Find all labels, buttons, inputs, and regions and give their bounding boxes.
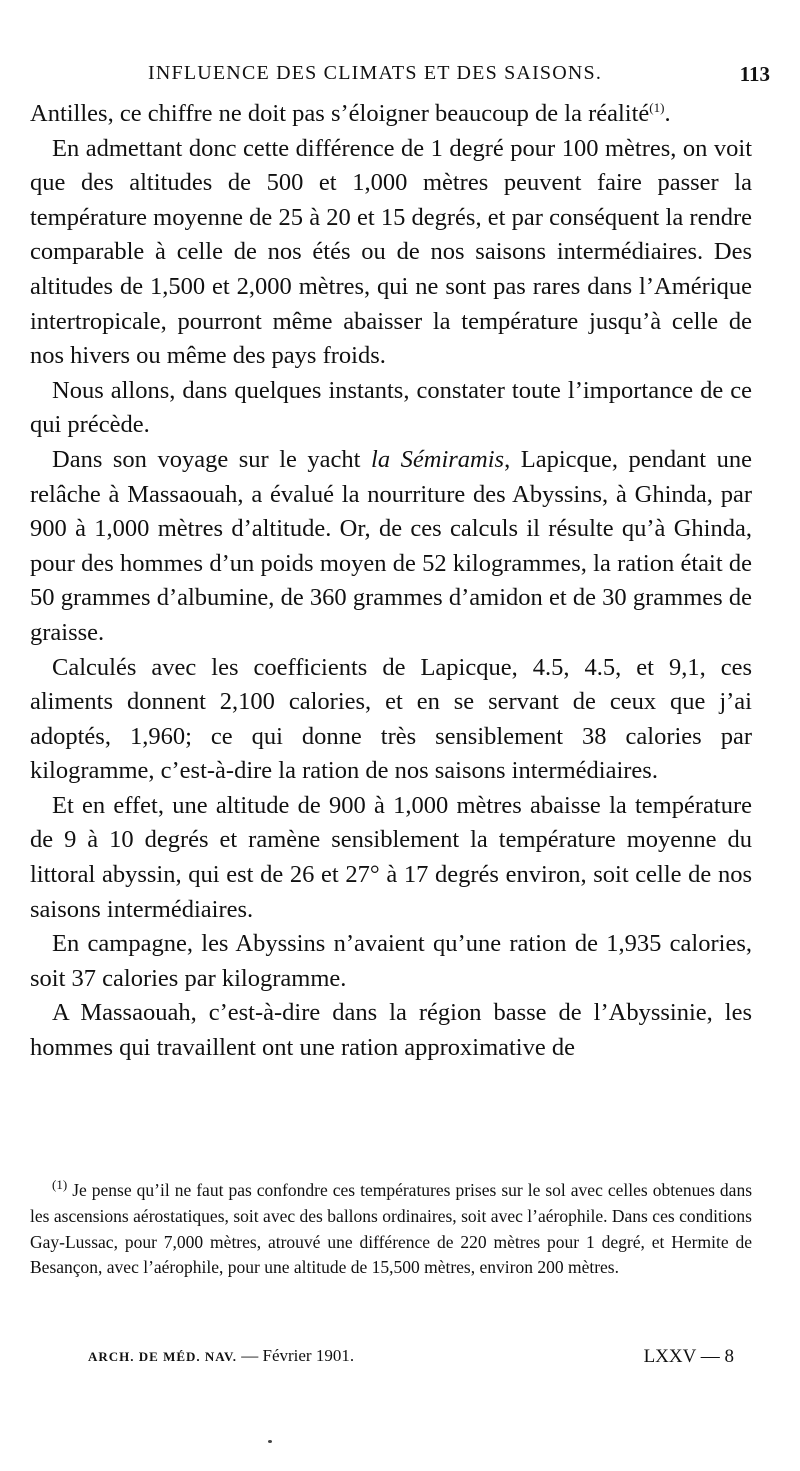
paragraph-1: Antilles, ce chiffre ne doit pas s’éloigner beaucoup de la réalité$^{(1)}$. — [30, 99, 671, 127]
paragraph-2: En admettant donc cette différence de 1 degré pour 100 mètres, on voit que des altitudes de 500 et 1,000 mètres peuvent faire passer la température moyenne de 25 à 20 et 15 degrés, et par conséquent la rendre comparable à celle de nos étés ou de nos saisons intermédiaires. Des altitudes de 1,500 et 2,000 mètres, qui ne sont pas rares dans l’Amérique intertropicale, pourront même abaisser la température jusqu’à celle de nos hivers ou même des pays froids. — [30, 134, 752, 370]
journal-name: ARCH. DE MÉD. NAV. — [88, 1349, 237, 1364]
signature-mark: LXXV — 8 — [643, 1346, 734, 1367]
footer-separator: — — [241, 1346, 259, 1365]
running-head — [30, 62, 770, 92]
issue-date: Février 1901. — [262, 1346, 355, 1365]
paragraph-5: Calculés avec les coefficients de Lapicque, 4.5, 4.5, et 9,1, ces aliments donnent 2,100 calories, et en se servant de ceux que j’ai adoptés, 1,960; ce qui donne très sensiblement 38 calories par kilogramme, c’est-à-dire la ration de nos saisons intermédiaires. — [30, 653, 752, 785]
footnote-reference: (1) — [649, 99, 665, 115]
paragraph-4: Dans son voyage sur le yacht la Sémiramis, Lapicque, pendant une relâche à Massaouah, a évalué la nourriture des Abyssins, à Ghinda, par 900 à 1,000 mètres d’altitude. Or, de ces calculs il résulte qu’à Ghinda, pour des hommes d’un poids moyen de 52 kilogrammes, la ration était de 50 grammes d’albumine, de 360 grammes d’amidon et de 30 grammes de graisse. — [30, 445, 753, 646]
footnote-text: Je pense qu’il ne faut pas confondre ces températures prises sur le sol avec celles obtenues dans les ascensions aérostatiques, soit avec des ballons ordinaires, soit avec l’aérophile. Dans ces conditions Gay-Lussac, pour 7,000 mètres, atrouvé une différence de 220 mètres pour 1 degré, et Hermite de Besançon, avec l’aérophile, pour une altitude de 15,500 mètres, environ 200 mètres. — [30, 1180, 753, 1278]
body-text — [30, 97, 752, 1066]
ship-name: la Sémiramis — [371, 445, 505, 473]
footnote — [30, 1178, 752, 1281]
paragraph-8: A Massaouah, c’est-à-dire dans la région basse de l’Abyssinie, les hommes qui travaillent ont une ration approximative de — [30, 999, 752, 1062]
paragraph-7: En campagne, les Abyssins n’avaient qu’une ration de 1,935 calories, soit 37 calories par kilogramme. — [30, 930, 752, 992]
page-number: 113 — [739, 62, 770, 86]
page-footer — [30, 1346, 752, 1374]
running-title: INFLUENCE DES CLIMATS ET DES SAISONS. — [148, 62, 603, 84]
paragraph-6: Et en effet, une altitude de 900 à 1,000 mètres abaisse la température de 9 à 10 degrés et ramène sensiblement la température moyenne du littoral abyssin, qui est de 26 et 27° à 17 degrés environ, soit celle de nos saisons intermédiaires. — [30, 791, 752, 923]
scan-speck — [268, 1440, 272, 1443]
paragraph-3: Nous allons, dans quelques instants, constater toute l’importance de ce qui précède. — [30, 376, 752, 439]
footnote-mark: (1) — [52, 1177, 68, 1193]
